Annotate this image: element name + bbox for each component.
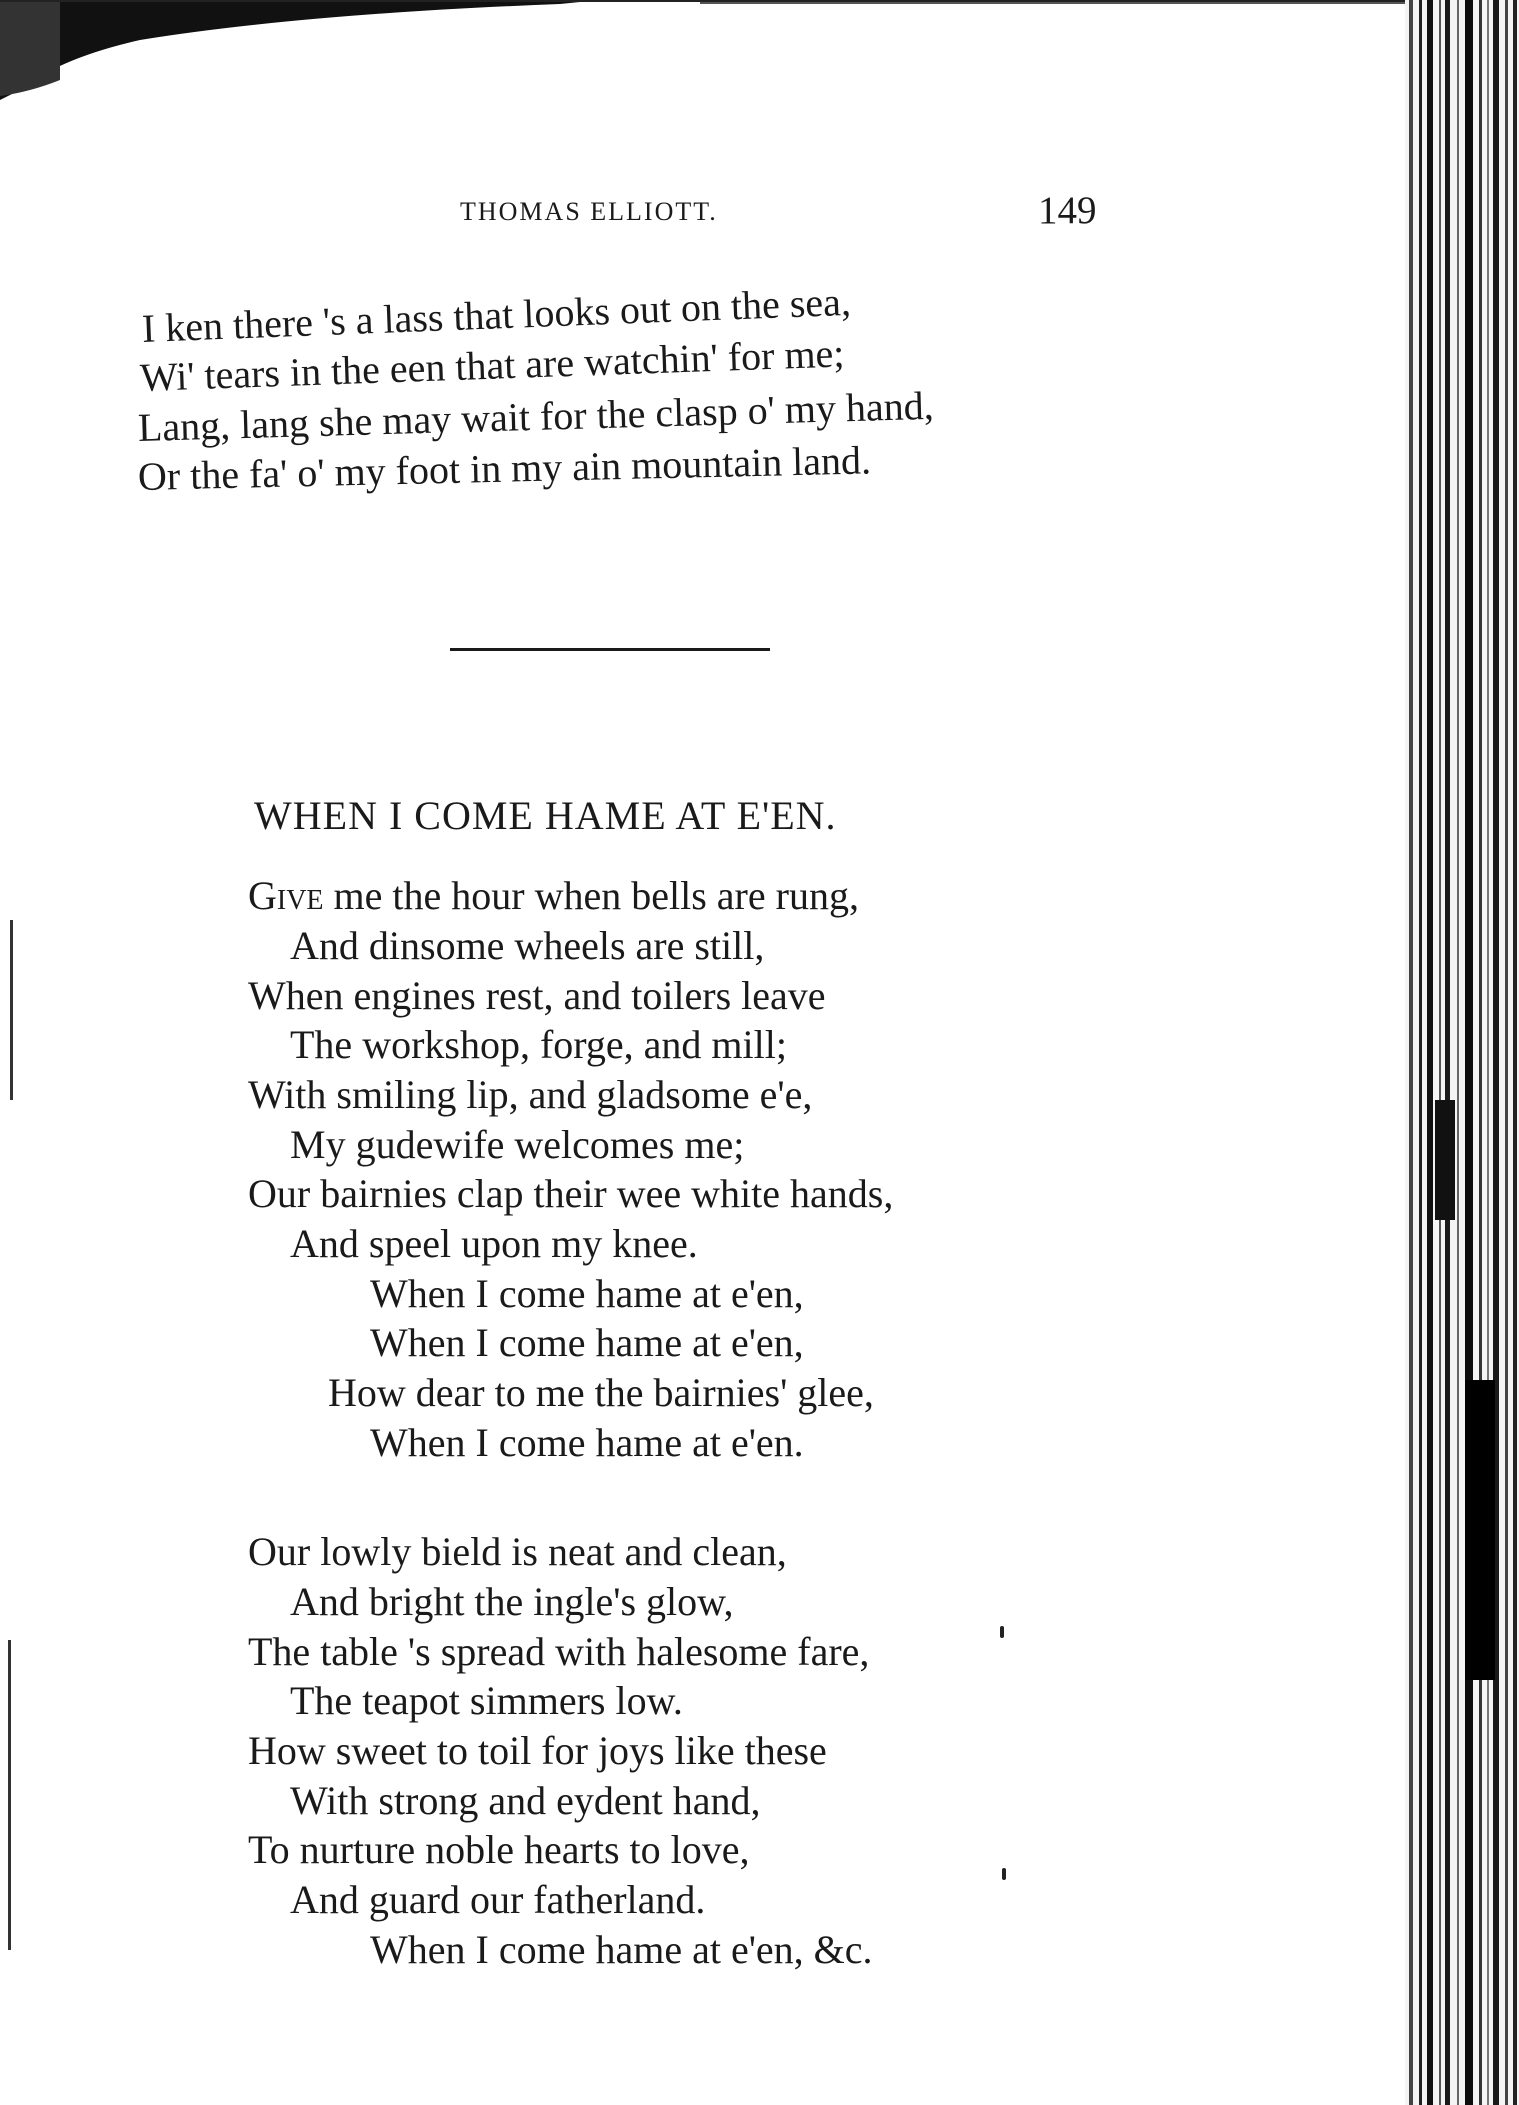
verse-line: With strong and eydent hand,	[290, 1778, 761, 1823]
verse-line: Our lowly bield is neat and clean,	[248, 1529, 787, 1574]
verse-line: The table 's spread with halesome fare,	[248, 1629, 870, 1674]
verse-line-rest: me the hour when bells are rung,	[323, 873, 859, 918]
verse-line	[248, 873, 859, 918]
carryover-line: Wi' tears in the een that are watchin' for me;	[139, 330, 846, 400]
verse-line: The workshop, forge, and mill;	[290, 1022, 787, 1067]
scan-top-edge	[0, 0, 1420, 6]
verse-first-word: Give	[248, 873, 324, 918]
refrain-line: When I come hame at e'en.	[370, 1420, 804, 1465]
verse-line: And bright the ingle's glow,	[290, 1579, 734, 1624]
verse-line: And dinsome wheels are still,	[290, 923, 765, 968]
refrain-line: How dear to me the bairnies' glee,	[328, 1370, 874, 1415]
scan-corner-shadow	[0, 0, 600, 110]
verse-line: Our bairnies clap their wee white hands,	[248, 1171, 894, 1216]
carryover-line: Or the fa' o' my foot in my ain mountain land.	[137, 437, 872, 499]
verse-line: With smiling lip, and gladsome e'e,	[248, 1072, 813, 1117]
carryover-line: I ken there 's a lass that looks out on the sea,	[141, 278, 852, 351]
verse-line: When engines rest, and toilers leave	[248, 973, 826, 1018]
scan-dot-mark	[1000, 1626, 1004, 1638]
verse-line: How sweet to toil for joys like these	[248, 1728, 827, 1773]
verse-line: The teapot simmers low.	[290, 1678, 683, 1723]
scan-left-mark	[8, 1640, 11, 1950]
section-divider	[450, 648, 770, 651]
page-number: 149	[1038, 189, 1097, 232]
carryover-line: Lang, lang she may wait for the clasp o' my hand,	[137, 382, 935, 450]
verse-line: To nurture noble hearts to love,	[248, 1827, 750, 1872]
refrain-line: When I come hame at e'en,	[370, 1320, 804, 1365]
verse-line: My gudewife welcomes me;	[290, 1122, 745, 1167]
poem-title: WHEN I COME HAME AT E'EN.	[254, 793, 837, 838]
refrain-line: When I come hame at e'en, &c.	[370, 1927, 873, 1972]
refrain-line: When I come hame at e'en,	[370, 1271, 804, 1316]
verse-line: And speel upon my knee.	[290, 1221, 698, 1266]
verse-line: And guard our fatherland.	[290, 1877, 706, 1922]
scan-dot-mark	[1002, 1868, 1006, 1880]
running-head: THOMAS ELLIOTT.	[460, 197, 718, 226]
scan-left-mark	[10, 920, 13, 1100]
book-gutter-edge	[1405, 0, 1519, 2105]
